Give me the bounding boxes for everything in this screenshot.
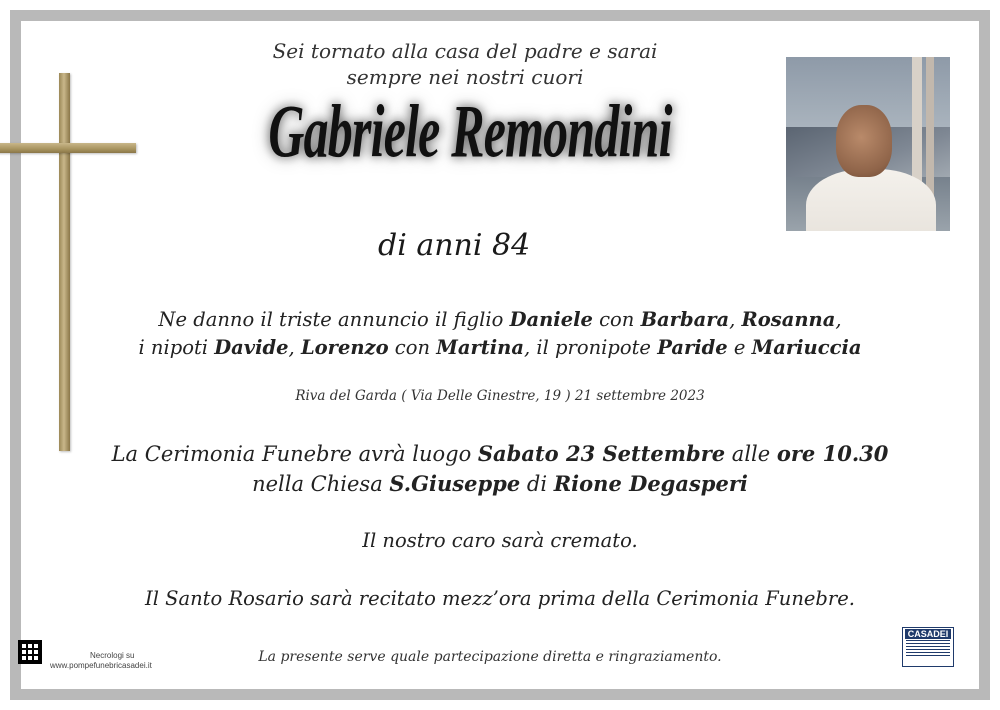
motto-line-2: sempre nei nostri cuori (346, 65, 584, 89)
text: , (729, 308, 742, 331)
name-daniele: Daniele (509, 308, 593, 331)
motto-line-1: Sei tornato alla casa del padre e sarai (272, 39, 658, 63)
logo-contact-lines (906, 640, 950, 656)
deceased-name: Gabriele Remondini (268, 89, 672, 173)
motto (235, 38, 695, 90)
announcement-line-1 (0, 306, 1000, 334)
name-lorenzo: Lorenzo (300, 336, 389, 359)
text: , (288, 336, 301, 359)
necrologi-link[interactable]: www.pompefunebricasadei.it (50, 661, 152, 670)
cremation-note: Il nostro caro sarà cremato. (362, 529, 638, 552)
text: con (388, 336, 437, 359)
logo-brand: CASADEI (905, 629, 951, 639)
name-davide: Davide (214, 336, 289, 359)
text: alle (725, 442, 777, 466)
ceremony-line-1 (0, 439, 1000, 469)
name-barbara: Barbara (640, 308, 730, 331)
text: di (520, 472, 554, 496)
photo-body (806, 169, 936, 231)
footer-note: La presente serve quale partecipazione diretta e ringraziamento. (258, 649, 722, 665)
deceased-age: di anni 84 (378, 228, 531, 263)
ceremony-line-2 (0, 469, 1000, 499)
place-date: Riva del Garda ( Via Delle Ginestre, 19 ) 21 settembre 2023 (295, 388, 705, 404)
announcement-line-2 (0, 334, 1000, 362)
rosary-note: Il Santo Rosario sarà recitato mezz’ora prima della Cerimonia Funebre. (145, 587, 855, 610)
cross-icon-arm (0, 143, 136, 153)
ceremony (0, 439, 1000, 499)
text: nella Chiesa (252, 472, 390, 496)
text: i nipoti (138, 336, 215, 359)
text: e (727, 336, 752, 359)
name-paride: Paride (657, 336, 728, 359)
name-rosanna: Rosanna (741, 308, 836, 331)
text: con (592, 308, 641, 331)
deceased-photo (786, 57, 950, 231)
ceremony-time: ore 10.30 (776, 441, 889, 466)
photo-face (836, 105, 892, 177)
announcement (0, 306, 1000, 362)
necrologi-label: Necrologi su (90, 651, 135, 660)
district-name: Rione Degasperi (553, 471, 748, 496)
casadei-logo (902, 627, 954, 667)
text: , (835, 308, 842, 331)
name-martina: Martina (436, 336, 524, 359)
text: , il pronipote (523, 336, 658, 359)
ceremony-date: Sabato 23 Settembre (477, 441, 726, 466)
text: La Cerimonia Funebre avrà luogo (111, 442, 478, 466)
qr-code-icon[interactable] (18, 640, 42, 664)
church-name: S.Giuseppe (389, 471, 521, 496)
text: Ne danno il triste annuncio il figlio (158, 308, 510, 331)
name-mariuccia: Mariuccia (751, 336, 862, 359)
